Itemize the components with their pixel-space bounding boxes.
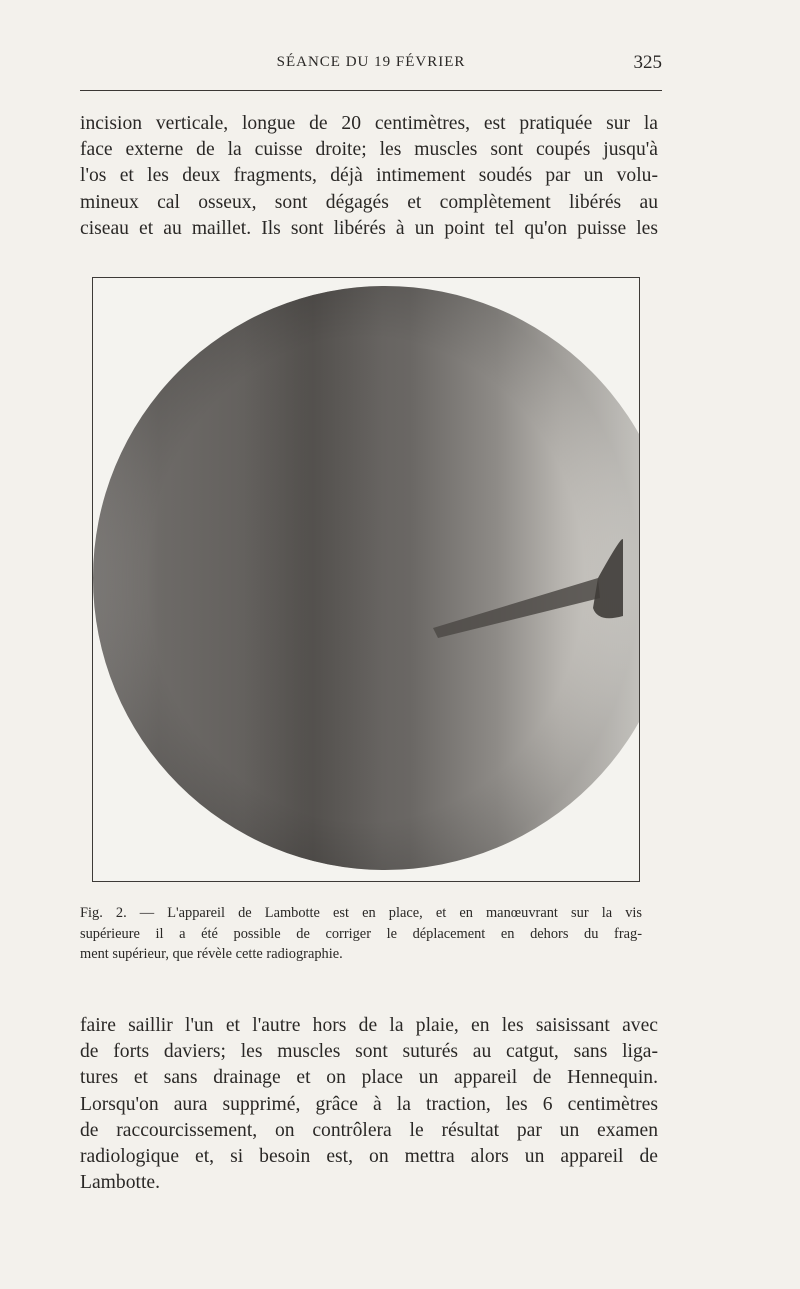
text-line: mineux cal osseux, sont dégagés et complètement libérés au — [80, 191, 658, 213]
page-header — [80, 52, 662, 76]
radiograph-figure — [92, 277, 640, 882]
caption-line: supérieure il a été possible de corriger le déplacement en dehors du frag- — [80, 925, 642, 942]
text-line: face externe de la cuisse droite; les muscles sont coupés jusqu'à — [80, 139, 658, 161]
text-line: de raccourcissement, on contrôlera le résultat par un examen — [80, 1119, 658, 1141]
text-line: incision verticale, longue de 20 centimètres, est pratiquée sur la — [80, 113, 658, 134]
paragraph-top — [80, 111, 658, 242]
page-number: 325 — [633, 52, 662, 73]
text-line: Lorsqu'on aura supprimé, grâce à la traction, les 6 centimètres — [80, 1093, 658, 1115]
text-line: l'os et les deux fragments, déjà intimement soudés par un volu- — [80, 165, 658, 187]
radiograph-image — [93, 278, 639, 881]
caption-line: Fig. 2. — L'appareil de Lambotte est en place, et en manœuvrant sur la vis — [80, 905, 642, 921]
text-line: Lambotte. — [80, 1172, 160, 1194]
text-line: de forts daviers; les muscles sont suturés au catgut, sans liga- — [80, 1041, 658, 1063]
text-line: tures et sans drainage et on place un appareil de Hennequin. — [80, 1067, 658, 1089]
running-title: SÉANCE DU 19 FÉVRIER — [276, 54, 466, 70]
text-line: faire saillir l'un et l'autre hors de la plaie, en les saisissant avec — [80, 1015, 658, 1036]
paragraph-bottom — [80, 1013, 658, 1196]
text-line: radiologique et, si besoin est, on mettra alors un appareil de — [80, 1146, 658, 1168]
text-line: ciseau et au maillet. Ils sont libérés à un point tel qu'on puisse les — [80, 217, 658, 239]
header-rule — [80, 90, 662, 91]
caption-line: ment supérieur, que révèle cette radiographie. — [80, 946, 343, 962]
figure-caption — [80, 903, 642, 965]
